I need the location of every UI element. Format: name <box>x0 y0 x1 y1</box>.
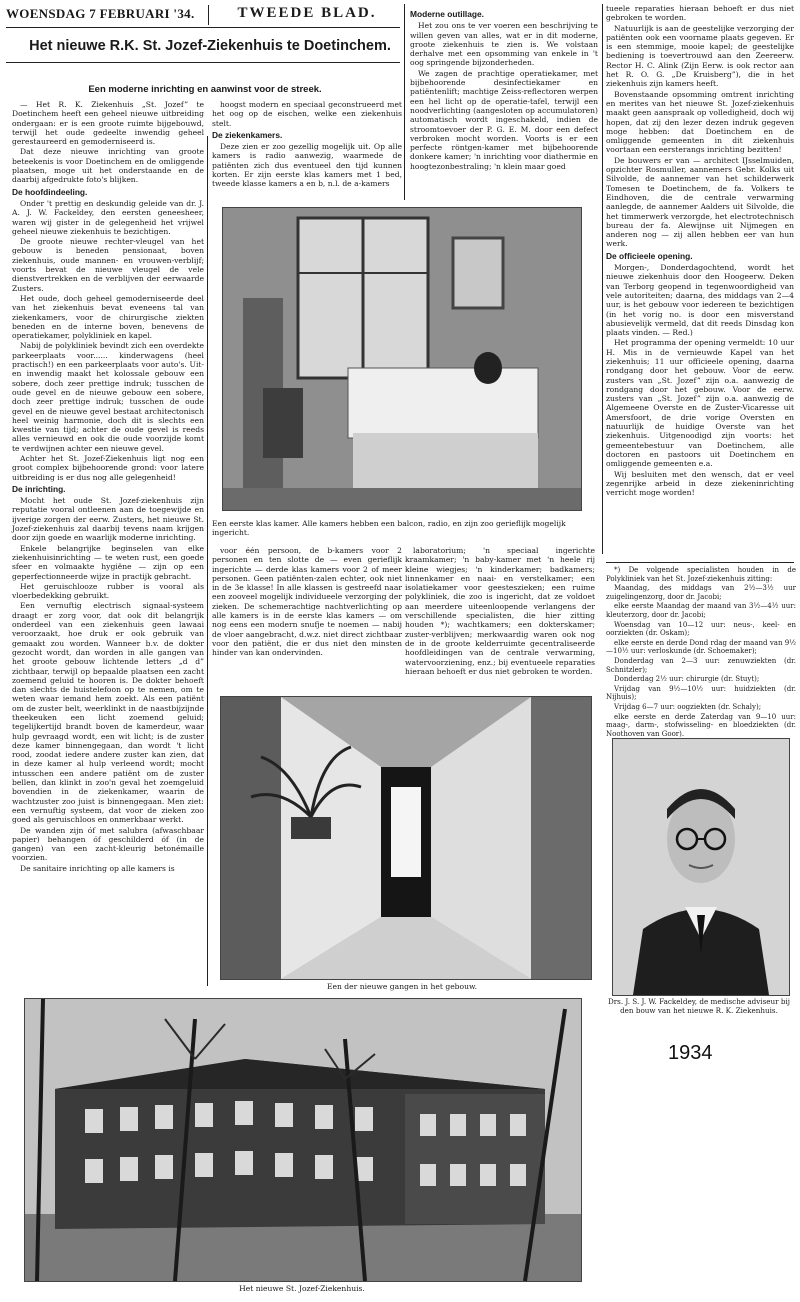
building-illustration <box>25 999 581 1281</box>
photo-building <box>24 998 582 1282</box>
year-annotation: 1934 <box>668 1042 713 1064</box>
paragraph: voor één persoon, de b-kamers voor 2 personen en ten slotte de — even gerieflijk ingerichte — derde klas kamers voor 2 of meer personen. Geen patiënten-zalen echter, ook niet in de 3e klasse! In alle klassen is gestreefd naar een zooveel mogelijk individueele verzorging der zieken. De schemerachtige nachtverlichting op alle kamers is in de eerste klas kamers — om nog eens een modern snufje te noemen — nabij de vloer aangebracht, d.w.z. niet direct zichtbaar voor den patiënt, die er dus niet den minsten hinder van kan ondervinden. <box>212 546 402 658</box>
footnote-specialists <box>606 566 796 738</box>
subheadline: Een moderne inrichting en aanwinst voor de streek. <box>88 84 322 95</box>
caption-room: Een eerste klas kamer. Alle kamers hebben een balcon, radio, en zijn zoo gerieflijk mogelijk ingericht. <box>212 519 566 537</box>
paragraph: Het programma der opening vermeldt: 10 uur H. Mis in de vernieuwde Kapel van het ziekenhuis; 11 uur officieele opening, daarna rondgang door het gebouw. Voor de eerw. zusters van „St. Jozef” zijn o.a. aanwezig de rondgang door het gebouw. Voor de eerw. zusters van „St. Jozef” zijn o.a. aanwezig de Algemeene Overste en de Zuster-Vicaresse uit Amersfoort, de drie vorige Oversten en natuurlijk de huidige Overste van het ziekenhuis. Uitgenoodigd zijn voorts: het gemeentebestuur van Doetinchem, alle doctoren en pastoors uit Doetinchem en omliggende gemeenten e.a. <box>606 338 794 469</box>
photo-corridor <box>220 696 592 980</box>
headline-rule <box>6 62 400 63</box>
footnote-line: elke eerste en derde Dond rdag der maand van 9½—10½ uur: verloskunde (dr. Schoemaker); <box>606 638 796 656</box>
column-2-top <box>212 100 402 204</box>
footnote-line: Donderdag 2½ uur: chirurgie (dr. Stuyt); <box>614 675 760 684</box>
paragraph: Onder 't prettig en deskundig geleide van dr. J. A. J. W. Fackeldey, den eersten geneesheer, waren wij gister in de gelegenheid het vrijwel geheel nieuwe ziekenhuis te bezichtigen. <box>12 198 204 236</box>
paragraph: Morgen-, Donderdagochtend, wordt het nieuwe ziekenhuis door den Hoogeerw. Deken van Terborg geopend in tegenwoordigheid van vele autoriteiten; daarna, des middags van 2—4 uur, is het gebouw voor iedereen te bezichtigen (in het vorig no. is door een misverstand abusievelijk vermeld, dat dit reeds Dinsdag kon plaats vinden. — Red.) <box>606 263 794 338</box>
footnote-line: Woensdag van 10—12 uur: neus-, keel- en oorziekten (dr. Oskam); <box>606 620 796 638</box>
section-heading: De officieele opening. <box>606 250 693 261</box>
footnote-rule <box>606 562 794 563</box>
paragraph: De sanitaire inrichting op alle kamers is <box>20 863 175 873</box>
footnote-line: elke eerste en derde Zaterdag van 9—10 uur: maag-, darm-, stofwisseling- en bloedziekten (dr. Noothoven van Goor). <box>606 712 796 738</box>
paragraph: Achter het St. Jozef-Ziekenhuis ligt nog een groot complex bijbehoorende grond: voor latere uitbreiding is er dus nog alle gelegenheid! <box>12 453 204 482</box>
section-heading: De hoofdindeeling. <box>12 186 88 197</box>
caption-building: Het nieuwe St. Jozef-Ziekenhuis. <box>239 1284 365 1293</box>
paragraph: Natuurlijk is aan de geestelijke verzorging der patiënten ook een voorname plaats gegeven. Er is een stemmige, mooie kapel; de geestelijke bediening is toevertrouwd aan den Zeereerw. Rector H. C. Alink (Zijn Eerw. is ook rector aan het R. O. G. „De Kruisberg”), die in het ziekenhuis zijn kamers heeft. <box>606 23 794 89</box>
paragraph: — Het R. K. Ziekenhuis „St. Jozef” te Doetinchem heeft een geheel nieuwe uitbreiding ondergaan: er is een groote ruimte bijgebouwd, terwijl het oude gedeelte inwendig geheel gerestaureerd en gemoderniseerd is. <box>12 100 204 147</box>
paragraph: hoogst modern en speciaal geconstrueerd met het oog op de eischen, welke een ziekenhuis stelt. <box>212 100 402 128</box>
paragraph: Dat deze nieuwe inrichting van groote beteekenis is voor Doetinchem en de omliggende plaatsen, moge uit het onderstaande en de daarbij afgedrukte foto's blijken. <box>12 147 204 185</box>
column-1 <box>12 100 204 988</box>
section-heading: De ziekenkamers. <box>212 129 283 140</box>
paragraph: Enkele belangrijke beginselen van elke ziekenhuisinrichting — te weten rust, een goede sfeer en volmaakte hygiëne — zijn op een geperfectionneerde wijze in practijk gebracht. <box>12 543 204 581</box>
paragraph: Het geruischlooze rubber is vooral als vloerbedekking gebruikt. <box>12 581 204 601</box>
footnote-line: Maandag, des middags van 2½—3½ uur zuigelingenzorg, door dr. Jacobi; <box>606 584 796 601</box>
paragraph: We zagen de prachtige operatiekamer, met bijbehoorende desinfectiekamer en patiëntenlift; machtige Zeiss-reflectoren werpen een hel licht op de operatie-tafel, terwijl een noodverlichting (aangesloten op accumulatoren) automatisch wordt ingeschakeld, indien de stroomtoevoer der P. G. E. M. door een defect verbroken mocht worden. Voorts is er een perfecte röntgen-kamer met bijbehoorende donkere kamer; 'n inrichting voor diathermie en hoogtezonbestraling; 'n klein maar goed <box>410 68 598 171</box>
column-2-middle <box>212 546 402 678</box>
headline: Het nieuwe R.K. St. Jozef-Ziekenhuis te Doetinchem. <box>29 38 391 54</box>
footnote-line: Vrijdag van 9½—10½ uur: huidziekten (dr. Nijhuis); <box>606 684 796 702</box>
paragraph: Het zou ons te ver voeren een beschrijving te willen geven van alles, wat er in dit moderne, groote ziekenhuis te zien is. We volstaan derhalve met een opsomming van enkele in 't oog springende bijzonderheden. <box>410 21 598 68</box>
paragraph: De wanden zijn óf met salubra (afwaschbaar papier) behangen óf geschilderd óf (in de gangen) van een zacht-kleurig betonémaille voorzien. <box>12 825 204 863</box>
photo-portrait <box>612 738 790 996</box>
portrait-illustration <box>613 739 789 995</box>
caption-portrait: Drs. J. S. J. W. Fackeldey, de medische adviseur bij den bouw van het nieuwe R. K. Ziekenhuis. <box>607 997 791 1015</box>
masthead-section: TWEEDE BLAD. <box>237 5 377 21</box>
paragraph: laboratorium; 'n speciaal ingerichte kraamkamer; 'n baby-kamer met 'n heele rij kleine wiegjes; 'n kinderkamer; badkamers; linnenkamer en naai- en verstelkamer; een isolatiekamer voor geesteszieken; een ruime polykliniek, die zoo is ingericht, dat ze voldoet aan meerdere uiteenloopende verlangens der verschillende specialisten, die hier zitting houden *); wachtkamers; een dokterskamer; zuster-verblijven; merkwaardig waren ook nog de in de groote kelderruimte gecentraliseerde hoofdleidingen van de centrale verwarming, watervoorziening, enz.; bij eventueele reparaties hieraan behoeft er dus niet gebroken te worden. <box>405 546 595 676</box>
footnote-line: elke eerste Maandag der maand van 3½—4½ uur: kleuterzorg, door dr. Jacobi; <box>606 602 796 619</box>
masthead-rule <box>6 27 400 28</box>
paragraph: Mocht het oude St. Jozef-ziekenhuis zijn reputatie vooral ontleenen aan de toegewijde en ijverige zorgen der eerw. Zusters, het nieuwe St. Jozef-ziekenhuis zal daarbij tevens naam krijgen door zijn goede en waarlijk moderne inrichting. <box>12 496 204 543</box>
room-illustration <box>223 208 581 510</box>
column-3-middle <box>405 546 595 676</box>
column-rule-1 <box>404 4 405 200</box>
caption-corridor: Een der nieuwe gangen in het gebouw. <box>326 982 478 991</box>
column-rule-2 <box>602 4 603 554</box>
column-3-top <box>410 10 598 205</box>
paragraph: De bouwers er van — architect IJsselmuiden, opzichter Rosmuller, aannemers Gebr. Kolks uit Silvolde, de aannemer van het schilderwerk Tomesen te Doetinchem, de fa. Volkers te Eindhoven, die de centrale verwarming aanlegde, de aannemer Aalders uit Silvolde, die het timmerwerk verzorgde, het electrotechnisch bureau der fa. Alewijnse uit Nijmegen en anderen nog — zij allen hebben eer van hun werk. <box>606 155 794 249</box>
paragraph: Deze zien er zoo gezellig mogelijk uit. Op alle kamers is radio aanwezig, waarmede de patiënten zich dus eventueel den tijd kunnen korten. Er zijn eerste klas kamers met 1 bed, tweede klasse kamers a en b, n.l. de a-kamers <box>212 142 402 189</box>
section-heading: De inrichting. <box>12 483 66 494</box>
paragraph: Wij besluiten met den wensch, dat er veel zegenrijke arbeid in deze ziekeninrichting verricht moge worden! <box>606 469 794 498</box>
paragraph: Het oude, doch geheel gemoderniseerde deel van het ziekenhuis bevat eveneens tal van ziekenkamers, voor de chirurgische ziekten beneden en de interne boven, benevens de operatiekamer, polykliniek en kapel. <box>12 293 204 341</box>
paragraph: tueele reparaties hieraan behoeft er dus niet gebroken te worden. <box>606 4 794 23</box>
footnote-line: Donderdag van 2—3 uur: zenuwziekten (dr. Schnitzler); <box>606 656 796 674</box>
photo-first-class-room <box>222 207 582 511</box>
paragraph: De groote nieuwe rechter-vleugel van het gebouw is beneden pensionaat, boven ziekenhuis, oude mannen- en vrouwen-verblijf; voorts bevat de nieuwe vleugel de vele dienstvertrekken en de verblijven der eerwaarde Zusters. <box>12 237 204 293</box>
footnote-intro: *) De volgende specialisten houden in de Polykliniek van het St. Jozef-ziekenhuis zitting: <box>606 566 796 583</box>
masthead-date: WOENSDAG 7 FEBRUARI '34. <box>6 6 195 21</box>
paragraph: Een vernuftig electrisch signaal-systeem draagt er zorg voor, dat ook dit belangrijk onderdeel van een ziekenhuis geen lawaai veroorzaakt, hoe druk er ook gebruik van gemaakt zou worden. Wanneer b.v. de dokter gezocht wordt, dan worden in alle gangen van het groote gebouw lichtende letters „d d” zichtbaar, terwijl op bepaalde plaatsen een zacht zoemend geluid te hooren is. De dokter behoeft dan slechts de huistelefoon op te nemen, om te weten waar iemand hem zoekt. Als een patiënt om de zuster belt, weerklinkt in de naastbijzijnde theekeuken een licht zoemend geluid; tegelijkertijd brandt boven de kamerdeur, waar hulp gevraagd wordt, een wit licht; is de zuster deze kamer binnengegaan, dan wordt 't licht rood, zoodat iedere andere zuster kan zien, dat in deze kamer al hulp verleend wordt; mocht intusschen een andere patiënt om de zuster bellen, dan klinkt in zoo'n geval het zoemgeluid bovendien in de ziekenkamer, waarin de wachtzuster zoo juist is binnengegaan. Men ziet: een vernuftig systeem, dat voor de zieken zoo goed als geruischloos en onmerkbaar werkt. <box>12 601 204 825</box>
paragraph: Nabij de polykliniek bevindt zich een overdekte parkeerplaats voor...... kinderwagens (heel practisch!) en een parkeerplaats voor auto's. Uit- en inwendig maakt het kolossale gebouw een sobere, doch zeer prettige indruk; tusschen de oude gevel en de nieuwe gebouw een sobere, doch zeer prettige indruk; tusschen de oude gevel en de nieuwe gevel bestaat architectonisch heel weinig harmonie, doch dit is slechts een kwestie van tijd; achter de oude gevel is reeds alles vernieuwd en ook die oude voorzijde komt te verdwijnen achter een nieuwe gevel. <box>12 341 204 453</box>
column-4 <box>606 4 794 560</box>
paragraph: Bovenstaande opsomming omtrent inrichting en merites van het nieuwe St. Jozef-ziekenhuis maakt geen aanspraak op volledigheid, doch wij hopen, dat zij den lezer dezen indruk gegeven moge hebben: dat Doetinchem en de omliggende gemeenten in dit ziekenhuis voortaan een eersterangs inrichting bezitten! <box>606 89 794 155</box>
masthead-divider <box>208 5 209 25</box>
corridor-illustration <box>221 697 591 979</box>
footnote-line: Vrijdag 6—7 uur: oogziekten (dr. Schaly); <box>614 702 762 711</box>
column-rule-3 <box>207 136 208 986</box>
section-heading: Moderne outillage. <box>410 9 484 19</box>
